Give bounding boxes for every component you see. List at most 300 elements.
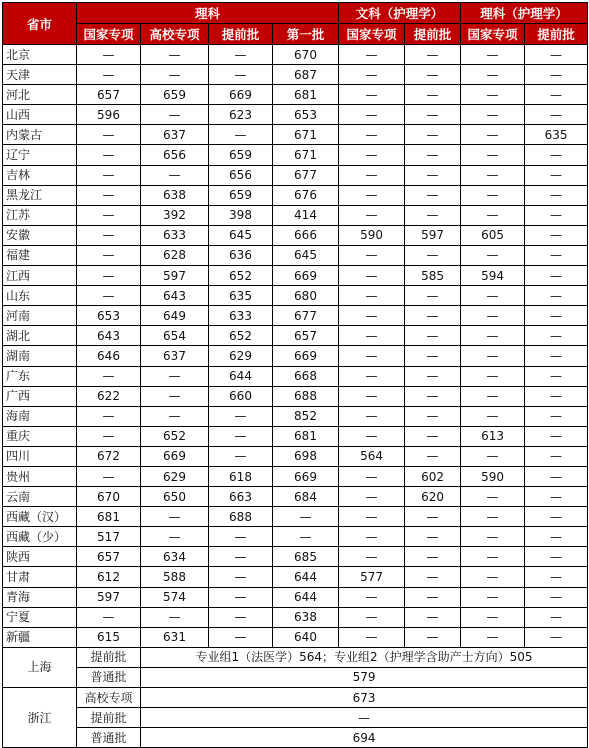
group-header-science: 理科 (77, 3, 339, 24)
province-cell: 内蒙古 (3, 125, 77, 145)
province-cell: 辽宁 (3, 145, 77, 165)
table-row (3, 45, 588, 65)
score-cell: 668 (273, 366, 339, 386)
score-cell: — (461, 105, 525, 125)
score-cell: 597 (77, 587, 141, 607)
table-row (3, 527, 588, 547)
score-cell: 615 (77, 627, 141, 647)
score-cell: 677 (273, 306, 339, 326)
score-cell: — (339, 245, 405, 265)
score-cell: 688 (209, 507, 273, 527)
score-cell: — (77, 45, 141, 65)
province-cell: 江苏 (3, 205, 77, 225)
score-cell: 644 (273, 567, 339, 587)
table-row (3, 587, 588, 607)
score-cell: — (339, 406, 405, 426)
score-cell: — (339, 326, 405, 346)
score-cell: — (77, 406, 141, 426)
score-cell: — (405, 386, 461, 406)
score-cell: — (461, 145, 525, 165)
score-cell: — (405, 65, 461, 85)
score-cell: — (525, 205, 588, 225)
admission-score-table (2, 2, 588, 748)
province-cell: 广西 (3, 386, 77, 406)
score-cell: 628 (141, 245, 209, 265)
province-cell: 福建 (3, 245, 77, 265)
score-cell: — (525, 45, 588, 65)
score-cell: — (141, 708, 588, 728)
score-cell: — (273, 527, 339, 547)
score-cell: — (405, 547, 461, 567)
score-cell: — (461, 65, 525, 85)
score-cell: 596 (77, 105, 141, 125)
score-cell: 650 (141, 487, 209, 507)
score-cell: — (339, 205, 405, 225)
score-cell: 597 (141, 266, 209, 286)
score-cell: 672 (77, 446, 141, 466)
score-cell: — (209, 587, 273, 607)
score-cell: 669 (141, 446, 209, 466)
score-cell: — (141, 105, 209, 125)
table-row (3, 346, 588, 366)
score-cell: — (405, 105, 461, 125)
score-cell: 646 (77, 346, 141, 366)
score-cell: — (209, 567, 273, 587)
table-row (3, 386, 588, 406)
score-cell: — (525, 507, 588, 527)
score-cell: 629 (209, 346, 273, 366)
score-cell: — (209, 446, 273, 466)
score-cell: 663 (209, 487, 273, 507)
score-cell: 622 (77, 386, 141, 406)
score-cell: — (405, 527, 461, 547)
column-header: 提前批 (525, 24, 588, 45)
score-cell: — (405, 165, 461, 185)
score-cell: — (525, 627, 588, 647)
score-cell: — (461, 185, 525, 205)
province-cell: 山西 (3, 105, 77, 125)
province-cell: 海南 (3, 406, 77, 426)
score-cell: 398 (209, 205, 273, 225)
score-cell: 657 (77, 85, 141, 105)
score-cell: — (461, 587, 525, 607)
score-cell: — (525, 446, 588, 466)
score-cell: — (77, 225, 141, 245)
table-row (3, 105, 588, 125)
score-cell: 517 (77, 527, 141, 547)
score-cell: — (339, 306, 405, 326)
score-cell: 645 (209, 225, 273, 245)
score-cell: — (339, 366, 405, 386)
score-cell: — (339, 45, 405, 65)
score-cell: 669 (273, 266, 339, 286)
score-cell: — (525, 145, 588, 165)
table-row (3, 326, 588, 346)
score-cell: 670 (273, 45, 339, 65)
score-cell: 612 (77, 567, 141, 587)
score-cell: — (209, 406, 273, 426)
score-cell: — (405, 346, 461, 366)
table-row (3, 185, 588, 205)
score-cell: 631 (141, 627, 209, 647)
score-cell: — (77, 165, 141, 185)
score-cell: — (461, 406, 525, 426)
score-cell: — (525, 366, 588, 386)
province-cell: 山东 (3, 286, 77, 306)
score-cell: — (209, 627, 273, 647)
score-cell: 653 (77, 306, 141, 326)
score-cell: — (339, 125, 405, 145)
score-cell: 574 (141, 587, 209, 607)
score-cell: 680 (273, 286, 339, 306)
score-cell: — (339, 165, 405, 185)
province-cell: 宁夏 (3, 607, 77, 627)
score-cell: 684 (273, 487, 339, 507)
score-cell: 666 (273, 225, 339, 245)
score-cell: 602 (405, 466, 461, 486)
score-cell: — (405, 185, 461, 205)
score-cell: — (461, 286, 525, 306)
province-cell: 江西 (3, 266, 77, 286)
score-cell: — (461, 366, 525, 386)
score-cell: — (339, 145, 405, 165)
province-cell: 甘肃 (3, 567, 77, 587)
score-cell: — (525, 466, 588, 486)
table-row (3, 165, 588, 185)
province-cell: 西藏（少） (3, 527, 77, 547)
score-cell: — (405, 245, 461, 265)
score-cell: 698 (273, 446, 339, 466)
score-cell: — (141, 527, 209, 547)
score-cell: — (339, 346, 405, 366)
score-cell: 657 (77, 547, 141, 567)
score-cell: 585 (405, 266, 461, 286)
score-cell: — (141, 366, 209, 386)
header-row-columns (3, 24, 588, 45)
score-cell: — (405, 567, 461, 587)
score-cell: — (461, 507, 525, 527)
score-cell: — (405, 125, 461, 145)
score-cell: 590 (339, 225, 405, 245)
province-cell: 北京 (3, 45, 77, 65)
score-cell: — (525, 85, 588, 105)
score-cell: — (461, 45, 525, 65)
score-cell: — (141, 607, 209, 627)
province-cell: 浙江 (3, 688, 77, 748)
score-cell: — (461, 306, 525, 326)
score-cell: 633 (141, 225, 209, 245)
province-cell: 安徽 (3, 225, 77, 245)
score-cell: — (209, 527, 273, 547)
score-cell: 687 (273, 65, 339, 85)
score-cell: — (339, 487, 405, 507)
province-cell: 湖北 (3, 326, 77, 346)
batch-cell: 普通批 (77, 667, 141, 687)
score-cell: — (461, 346, 525, 366)
table-row (3, 627, 588, 647)
score-cell: 677 (273, 165, 339, 185)
score-cell: 392 (141, 205, 209, 225)
score-cell: 644 (273, 587, 339, 607)
score-cell: — (273, 507, 339, 527)
score-cell: — (461, 165, 525, 185)
score-cell: — (141, 507, 209, 527)
score-cell: — (141, 65, 209, 85)
score-cell: 635 (209, 286, 273, 306)
score-cell: — (461, 245, 525, 265)
column-header: 国家专项 (461, 24, 525, 45)
score-cell: — (405, 326, 461, 346)
score-cell: — (77, 145, 141, 165)
score-cell: — (525, 326, 588, 346)
province-cell: 陕西 (3, 547, 77, 567)
score-cell: — (405, 607, 461, 627)
score-cell: 656 (209, 165, 273, 185)
score-cell: 640 (273, 627, 339, 647)
table-row (3, 446, 588, 466)
score-cell: 637 (141, 125, 209, 145)
score-cell: 414 (273, 205, 339, 225)
score-cell: 564 (339, 446, 405, 466)
score-cell: — (77, 65, 141, 85)
score-cell: — (461, 205, 525, 225)
table-row (3, 205, 588, 225)
score-cell: — (77, 205, 141, 225)
score-cell: 653 (273, 105, 339, 125)
score-cell: — (525, 165, 588, 185)
score-cell: — (339, 85, 405, 105)
score-cell: — (525, 607, 588, 627)
score-cell: — (525, 587, 588, 607)
score-cell: — (461, 487, 525, 507)
score-cell: 623 (209, 105, 273, 125)
table-row (3, 225, 588, 245)
province-cell: 河北 (3, 85, 77, 105)
score-cell: — (339, 587, 405, 607)
score-cell: — (525, 225, 588, 245)
score-cell: 620 (405, 487, 461, 507)
score-cell: 681 (273, 85, 339, 105)
score-cell: — (525, 266, 588, 286)
score-cell: — (141, 406, 209, 426)
score-cell: — (405, 446, 461, 466)
score-cell: — (461, 125, 525, 145)
column-header: 高校专项 (141, 24, 209, 45)
score-cell: — (209, 426, 273, 446)
score-cell: — (209, 125, 273, 145)
score-cell: — (77, 607, 141, 627)
score-cell: 637 (141, 346, 209, 366)
batch-cell: 提前批 (77, 647, 141, 667)
score-cell: 670 (77, 487, 141, 507)
score-cell: — (525, 547, 588, 567)
score-cell: — (141, 45, 209, 65)
score-cell: — (405, 406, 461, 426)
score-cell: 579 (141, 667, 588, 687)
score-cell: 669 (273, 346, 339, 366)
score-cell: 659 (141, 85, 209, 105)
zhejiang-row (3, 688, 588, 708)
score-cell: 597 (405, 225, 461, 245)
province-cell: 河南 (3, 306, 77, 326)
score-cell: 688 (273, 386, 339, 406)
score-cell: — (405, 627, 461, 647)
score-cell: 629 (141, 466, 209, 486)
score-cell: — (461, 326, 525, 346)
province-cell: 新疆 (3, 627, 77, 647)
score-cell: 681 (273, 426, 339, 446)
province-cell: 云南 (3, 487, 77, 507)
score-cell: 685 (273, 547, 339, 567)
province-cell: 上海 (3, 647, 77, 687)
score-cell: 659 (209, 145, 273, 165)
table-row (3, 507, 588, 527)
score-cell: 660 (209, 386, 273, 406)
score-cell: — (525, 426, 588, 446)
score-cell: — (77, 426, 141, 446)
table-row (3, 125, 588, 145)
score-cell: 669 (209, 85, 273, 105)
score-cell: 652 (141, 426, 209, 446)
score-cell: 588 (141, 567, 209, 587)
score-cell: — (209, 65, 273, 85)
score-cell: 669 (273, 466, 339, 486)
score-cell: — (525, 527, 588, 547)
score-cell: 671 (273, 125, 339, 145)
table-row (3, 306, 588, 326)
score-cell: 577 (339, 567, 405, 587)
table-row (3, 145, 588, 165)
province-cell: 西藏（汉） (3, 507, 77, 527)
score-cell: 644 (209, 366, 273, 386)
score-cell: — (405, 145, 461, 165)
score-cell: — (339, 65, 405, 85)
score-cell: — (339, 386, 405, 406)
score-cell: — (461, 607, 525, 627)
batch-cell: 普通批 (77, 728, 141, 748)
batch-cell: 高校专项 (77, 688, 141, 708)
score-cell: 657 (273, 326, 339, 346)
column-header: 提前批 (405, 24, 461, 45)
score-cell: 681 (77, 507, 141, 527)
score-cell: 649 (141, 306, 209, 326)
score-cell: 652 (209, 266, 273, 286)
zhejiang-row (3, 728, 588, 748)
score-cell: — (461, 547, 525, 567)
table-row (3, 567, 588, 587)
table-row (3, 366, 588, 386)
score-cell: — (405, 306, 461, 326)
score-cell: 654 (141, 326, 209, 346)
score-cell: — (525, 245, 588, 265)
score-cell: — (405, 507, 461, 527)
province-cell: 吉林 (3, 165, 77, 185)
score-cell: 643 (77, 326, 141, 346)
province-cell: 黑龙江 (3, 185, 77, 205)
score-cell: — (339, 627, 405, 647)
score-cell: 638 (273, 607, 339, 627)
score-cell: 专业组1（法医学）564；专业组2（护理学含助产士方向）505 (141, 647, 588, 667)
group-header-arts-nursing: 文科（护理学） (339, 3, 461, 24)
table-row (3, 466, 588, 486)
score-cell: — (525, 406, 588, 426)
score-cell: — (461, 527, 525, 547)
shanghai-row (3, 667, 588, 687)
score-cell: 643 (141, 286, 209, 306)
score-cell: — (461, 627, 525, 647)
column-header: 第一批 (273, 24, 339, 45)
column-header: 提前批 (209, 24, 273, 45)
score-cell: — (461, 85, 525, 105)
province-header: 省市 (3, 3, 77, 45)
score-cell: — (525, 185, 588, 205)
score-cell: 694 (141, 728, 588, 748)
score-cell: 618 (209, 466, 273, 486)
score-cell: — (525, 346, 588, 366)
score-cell: 594 (461, 266, 525, 286)
score-cell: — (339, 105, 405, 125)
score-cell: — (461, 386, 525, 406)
table-row (3, 266, 588, 286)
score-cell: — (525, 487, 588, 507)
zhejiang-row (3, 708, 588, 728)
batch-cell: 提前批 (77, 708, 141, 728)
score-cell: — (405, 286, 461, 306)
score-cell: — (405, 587, 461, 607)
header-row-groups (3, 3, 588, 24)
score-cell: 676 (273, 185, 339, 205)
column-header: 国家专项 (339, 24, 405, 45)
table-row (3, 65, 588, 85)
score-cell: — (525, 105, 588, 125)
province-cell: 四川 (3, 446, 77, 466)
score-cell: 635 (525, 125, 588, 145)
score-cell: 645 (273, 245, 339, 265)
score-cell: 634 (141, 547, 209, 567)
score-cell: 652 (209, 326, 273, 346)
score-cell: — (405, 426, 461, 446)
table-row (3, 426, 588, 446)
score-cell: 638 (141, 185, 209, 205)
score-cell: 613 (461, 426, 525, 446)
table-row (3, 487, 588, 507)
score-cell: — (77, 366, 141, 386)
column-header: 国家专项 (77, 24, 141, 45)
score-cell: — (339, 547, 405, 567)
table-row (3, 607, 588, 627)
province-cell: 贵州 (3, 466, 77, 486)
score-cell: 852 (273, 406, 339, 426)
score-cell: — (339, 426, 405, 446)
score-cell: — (525, 386, 588, 406)
score-cell: — (141, 165, 209, 185)
score-cell: — (77, 125, 141, 145)
score-cell: — (77, 286, 141, 306)
table-row (3, 85, 588, 105)
score-cell: — (405, 205, 461, 225)
score-cell: — (405, 366, 461, 386)
score-cell: — (339, 466, 405, 486)
score-cell: 671 (273, 145, 339, 165)
score-cell: — (339, 607, 405, 627)
score-cell: — (209, 547, 273, 567)
score-cell: — (525, 286, 588, 306)
score-cell: — (525, 65, 588, 85)
score-cell: — (461, 567, 525, 587)
score-cell: — (339, 185, 405, 205)
score-cell: — (77, 245, 141, 265)
score-cell: — (461, 446, 525, 466)
